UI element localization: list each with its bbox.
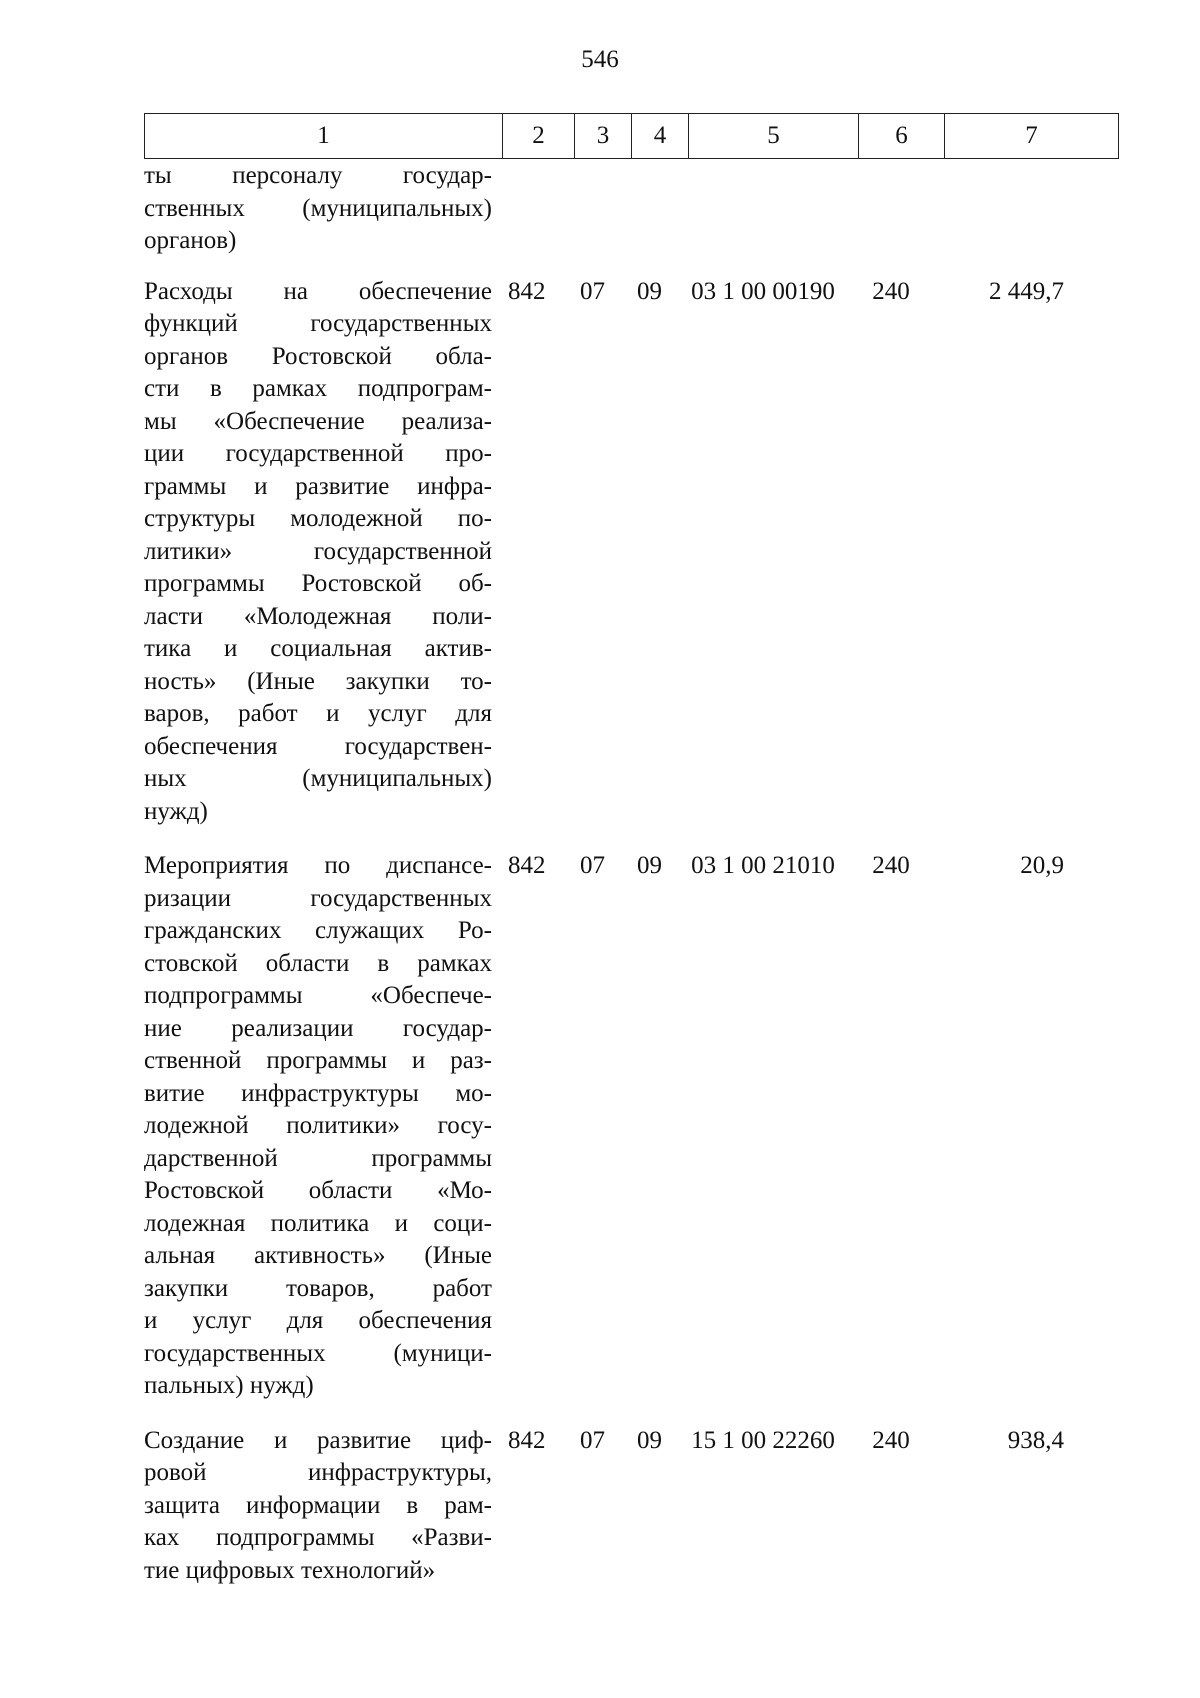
description-line: витие инфраструктуры мо-: [144, 1079, 492, 1107]
description-line: и услуг для обеспечения: [144, 1307, 492, 1334]
description-line: гражданских служащих Ро-: [144, 917, 492, 944]
row-c3-value: 07: [580, 852, 605, 879]
row-c4-value: 09: [637, 277, 662, 305]
description-line: ции государственной про-: [144, 440, 492, 467]
description-line: закупки товаров, работ: [144, 1274, 492, 1302]
row-c2-value: 842: [508, 852, 546, 879]
table-row: [144, 160, 1122, 258]
description-line: программы Ростовской об-: [144, 570, 492, 597]
description-line: ных (муниципальных): [144, 765, 492, 792]
row-c6-value: 240: [872, 277, 910, 305]
description-line: ние реализации государ-: [144, 1014, 492, 1042]
description-line: обеспечения государствен-: [144, 732, 492, 760]
description-line: варов, работ и услуг для: [144, 700, 492, 727]
page-number: 546: [581, 46, 619, 73]
row-c4-value: 09: [637, 1426, 662, 1454]
table-row: [144, 1425, 1122, 1588]
description-line: литики» государственной: [144, 537, 492, 565]
description-line: альная активность» (Иные: [144, 1242, 492, 1269]
description-line: ты персоналу государ-: [144, 162, 492, 189]
row-c3-value: 07: [580, 1426, 605, 1454]
row-c7-value: 2 449,7: [989, 277, 1064, 305]
description-line: Создание и развитие циф-: [144, 1426, 492, 1454]
description-line: ственной программы и раз-: [144, 1047, 492, 1074]
description-line: лодежная политика и соци-: [144, 1209, 492, 1237]
description-line: пальных) нужд): [144, 1372, 314, 1399]
description-line: стовской области в рамках: [144, 949, 492, 977]
header-col-3: 3: [575, 114, 632, 159]
description-line: лодежной политики» госу-: [144, 1112, 492, 1139]
table-header: [144, 113, 1119, 159]
description-line: Расходы на обеспечение: [144, 277, 492, 305]
row-description: [144, 160, 492, 258]
description-line: подпрограммы «Обеспече-: [144, 982, 492, 1009]
row-c2-value: 842: [508, 277, 546, 305]
row-c4-value: 09: [637, 852, 662, 879]
description-line: дарственной программы: [144, 1144, 492, 1172]
header-col-2: 2: [503, 114, 575, 159]
description-line: тика и социальная актив-: [144, 635, 492, 662]
row-c7-value: 938,4: [1007, 1426, 1064, 1454]
description-line: ризации государственных: [144, 884, 492, 912]
row-c6-value: 240: [872, 852, 910, 879]
description-line: тие цифровых технологий»: [144, 1556, 436, 1584]
description-line: защита информации в рам-: [144, 1491, 492, 1519]
description-line: нужд): [144, 797, 208, 825]
header-col-1: 1: [145, 114, 503, 159]
description-line: органов Ростовской обла-: [144, 342, 492, 370]
row-c7-value: 20,9: [1020, 852, 1064, 879]
description-line: ках подпрограммы «Разви-: [144, 1524, 492, 1551]
description-line: граммы и развитие инфра-: [144, 472, 492, 500]
table-row: [144, 276, 1122, 829]
description-line: функций государственных: [144, 310, 492, 337]
description-line: Ростовской области «Мо-: [144, 1177, 492, 1204]
row-description: [144, 276, 492, 829]
table-row: [144, 850, 1122, 1403]
row-c2-value: 842: [508, 1426, 546, 1454]
description-line: сти в рамках подпрограм-: [144, 375, 492, 402]
description-line: ласти «Молодежная поли-: [144, 602, 492, 630]
description-line: структуры молодежной по-: [144, 505, 492, 532]
description-line: государственных (муници-: [144, 1339, 492, 1367]
row-description: [144, 850, 492, 1403]
row-c5-value: 03 1 00 00190: [691, 277, 835, 305]
description-line: ность» (Иные закупки то-: [144, 667, 492, 695]
row-c5-value: 03 1 00 21010: [691, 852, 835, 879]
row-c5-value: 15 1 00 22260: [691, 1426, 835, 1454]
row-description: [144, 1425, 492, 1588]
description-line: ровой инфраструктуры,: [144, 1459, 492, 1486]
header-col-4: 4: [632, 114, 689, 159]
description-line: мы «Обеспечение реализа-: [144, 407, 492, 435]
description-line: Мероприятия по диспансе-: [144, 852, 492, 879]
header-col-6: 6: [859, 114, 945, 159]
header-col-7: 7: [945, 114, 1119, 159]
row-c6-value: 240: [872, 1426, 910, 1454]
row-c3-value: 07: [580, 277, 605, 305]
table-body: [144, 160, 1122, 1609]
header-col-5: 5: [689, 114, 859, 159]
description-line: ственных (муниципальных): [144, 194, 492, 222]
description-line: органов): [144, 227, 237, 254]
